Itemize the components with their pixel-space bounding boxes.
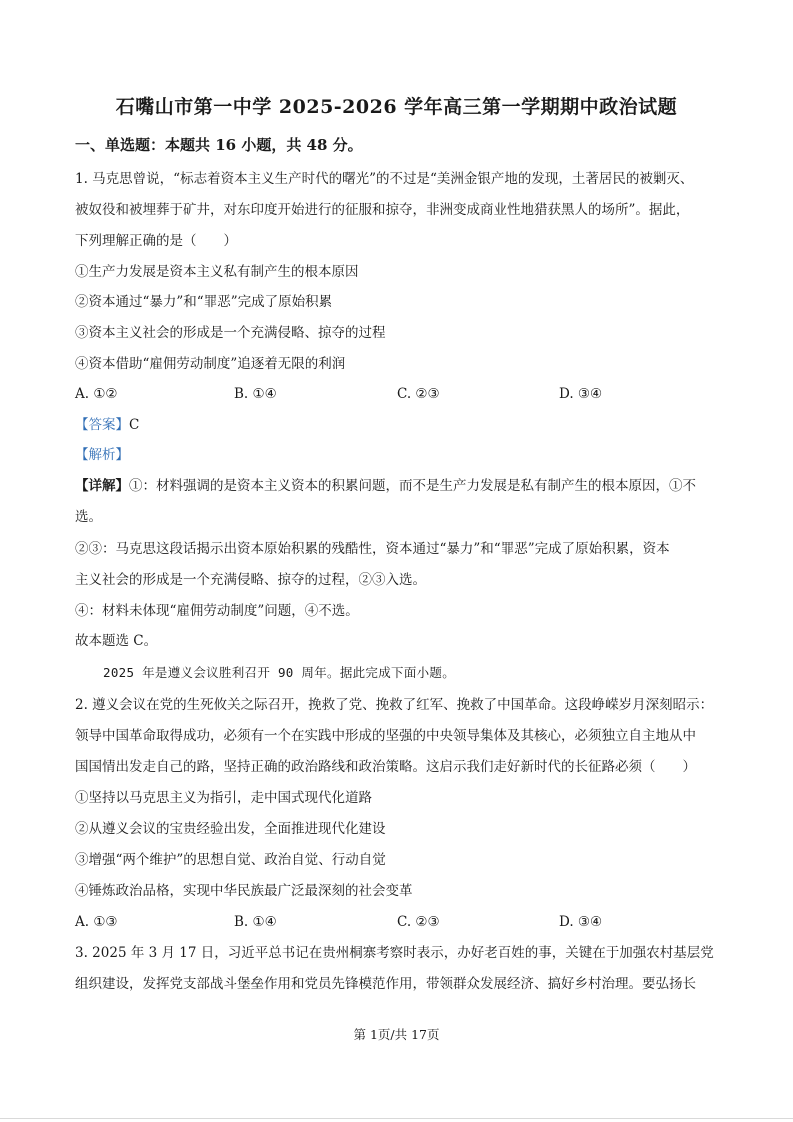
page-bottom-divider: [0, 1118, 793, 1119]
q2-statement: ①坚持以马克思主义为指引，走中国式现代化道路: [75, 790, 372, 806]
q1-answer: [75, 416, 139, 434]
detail-tag: 【详解】: [75, 478, 129, 494]
group-intro: 2025 年是遵义会议胜利召开 90 周年。据此完成下面小题。: [103, 665, 456, 680]
q1-statement: ①生产力发展是资本主义私有制产生的根本原因: [75, 264, 359, 280]
q2-stem-line: 领导中国革命取得成功，必须有一个在实践中形成的坚强的中央领导集体及其核心，必须独立自主地从中: [75, 728, 696, 744]
q2-statement: ③增强“两个维护”的思想自觉、政治自觉、行动自觉: [75, 852, 386, 868]
q3-stem-line: 3. 2025 年 3 月 17 日，习近平总书记在贵州桐寨考察时表示，办好老百姓的事，关键在于加强农村基层党: [75, 945, 714, 961]
q1-detail-line: 故本题选 C。: [75, 633, 158, 649]
q1-stem-line: 被奴役和被埋葬于矿井，对东印度开始进行的征服和掠夺，非洲变成商业性地猎获黑人的场所”。据此，: [75, 202, 690, 218]
detail-text: ①：材料强调的是资本主义资本的积累问题，而不是生产力发展是私有制产生的根本原因，①不: [129, 478, 696, 494]
q2-statement: ②从遵义会议的宝贵经验出发，全面推进现代化建设: [75, 821, 386, 837]
page-footer: 第 1页/共 17页: [353, 1027, 440, 1042]
q1-stem-line: 1. 马克思曾说，“标志着资本主义生产时代的曙光”的不过是“美洲金银产地的发现，土著居民的被剿灭、: [75, 171, 694, 187]
q2-stem-line: 国国情出发走自己的路，坚持正确的政治路线和政治策略。这启示我们走好新时代的长征路必须（ ）: [75, 759, 696, 775]
q1-detail-line: ②③：马克思这段话揭示出资本原始积累的残酷性，资本通过“暴力”和“罪恶”完成了原始积累，资本: [75, 541, 670, 557]
q2-stem-line: 2. 遵义会议在党的生死攸关之际召开，挽救了党、挽救了红军、挽救了中国革命。这段峥嵘岁月深刻昭示：: [75, 697, 714, 713]
q3-stem-line: 组织建设，发挥党支部战斗堡垒作用和党员先锋模范作用，带领群众发展经济、搞好乡村治理。要弘扬长: [75, 976, 696, 992]
q1-statement: ③资本主义社会的形成是一个充满侵略、掠夺的过程: [75, 325, 386, 341]
q2-option-d: D. ③④: [559, 914, 603, 930]
q2-statement: ④锤炼政治品格，实现中华民族最广泛最深刻的社会变革: [75, 883, 413, 899]
q1-option-d: D. ③④: [559, 386, 603, 402]
q1-option-a: A. ①②: [75, 386, 118, 402]
analysis-tag: 【解析】: [75, 447, 129, 463]
q1-detail-line: 主义社会的形成是一个充满侵略、掠夺的过程，②③入选。: [75, 572, 426, 588]
answer-value: C: [129, 417, 140, 433]
q2-option-b: B. ①④: [234, 914, 277, 930]
q1-option-c: C. ②③: [397, 386, 440, 402]
q1-statement: ④资本借助“雇佣劳动制度”追逐着无限的利润: [75, 356, 346, 372]
q1-stem-line: 下列理解正确的是（ ）: [75, 233, 237, 249]
q1-detail-line: ④：材料未体现“雇佣劳动制度”问题，④不选。: [75, 603, 359, 619]
q1-detail-line: 选。: [75, 509, 102, 525]
q1-detail-line: [75, 477, 696, 495]
section-heading: 一、单选题：本题共 16 小题，共 48 分。: [75, 136, 363, 154]
q2-option-c: C. ②③: [397, 914, 440, 930]
q1-option-b: B. ①④: [234, 386, 277, 402]
q2-option-a: A. ①③: [75, 914, 118, 930]
q1-statement: ②资本通过“暴力”和“罪恶”完成了原始积累: [75, 294, 333, 310]
answer-tag: 【答案】: [75, 417, 129, 433]
page-title: 石嘴山市第一中学 2025-2026 学年高三第一学期期中政治试题: [115, 96, 678, 118]
